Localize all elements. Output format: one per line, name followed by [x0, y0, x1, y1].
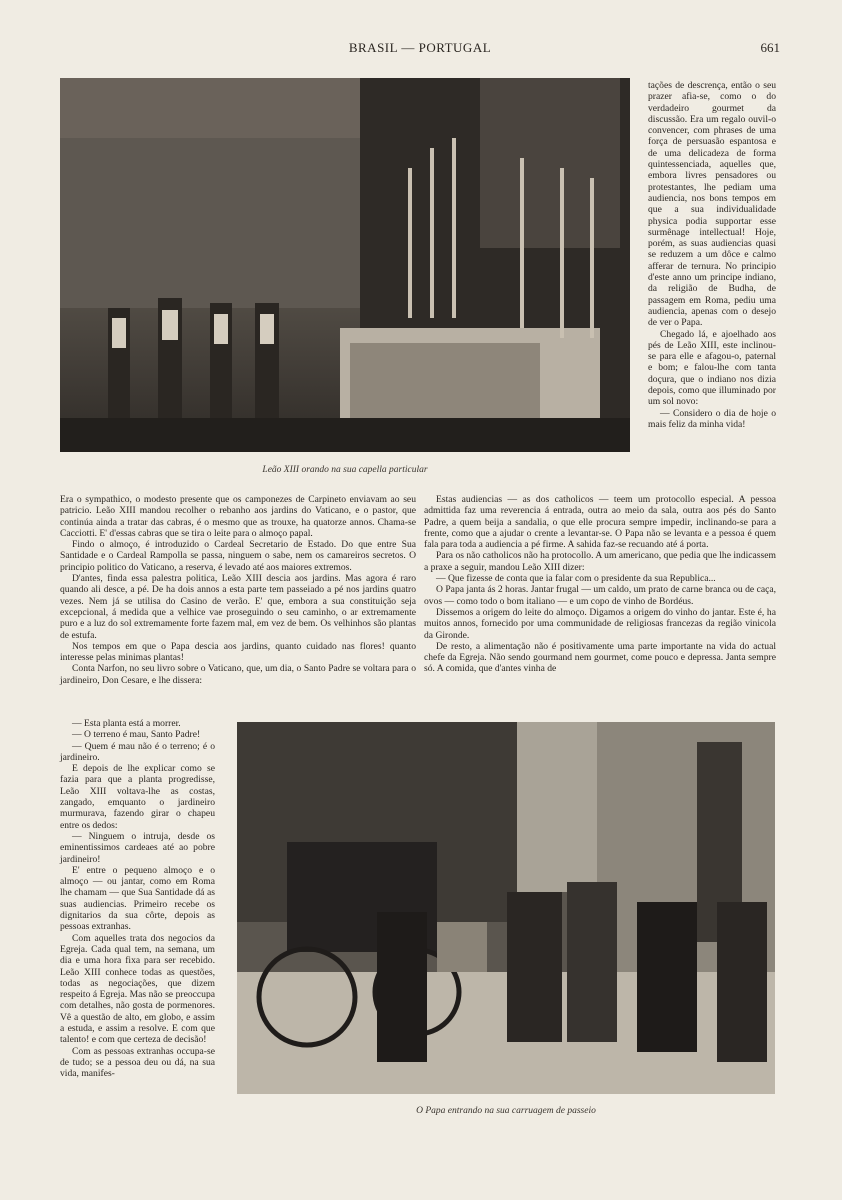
paragraph: Estas audiencias — as dos catholicos — teem um protocollo especial. A pessoa admittida faz uma reverencia á entrada, outra ao meio da sala, outra aos pés do Santo Padre, a quem beija a sandalia, o que elle procura sempre impedir, inclinando-se para a frente, como que a ajudar o crente a levantar-se. O Papa não se levanta e a pessoa é quem fala para toda a audiencia a pé firme. A sahida faz-se recuando até á porta.: [424, 494, 776, 551]
paragraph: Nos tempos em que o Papa descia aos jardins, quanto cuidado nas flores! quanto interesse pelas minimas plantas!: [60, 640, 416, 664]
paragraph: tações de descrença, então o seu prazer afia-se, como o do verdadeiro gourmet da discussão. Era um regalo ouvil-o convencer, com phrases de uma força de persuasão espantosa e de uma delicadeza de forma quintessenciada, aquelles que, embora livres pensadores ou protestantes, lhe pediam uma audiencia, nos bons tempos em que a sua individualidade physica podia supportar esse surmênage intellectual! Hoje, porém, as suas audiencias quasi se reduzem a um dôce e calmo afferar de ternura. No principio d'este anno um principe indiano, da religião de Budha, de passagem em Roma, pediu uma audiencia, apenas com o desejo de ver o Papa.: [648, 80, 776, 329]
paragraph: — Esta planta está a morrer.: [72, 718, 181, 729]
paragraph: — Considero o dia de hoje o mais feliz da minha vida!: [648, 407, 776, 430]
chapel-photo: [60, 78, 630, 452]
paragraph: — Que fizesse de conta que ia falar com o presidente da sua Republica...: [436, 573, 716, 585]
paragraph: Com as pessoas extranhas occupa-se de tudo; se a pessoa deu ou dá, na sua vida, manifes-: [60, 1045, 215, 1080]
running-title: BRASIL — PORTUGAL: [348, 40, 492, 55]
paragraph: Findo o almoço, é introduzido o Cardeal Secretario de Estado. Do que entre Sua Santidade e o Cardeal Rampolla se passa, ninguem o sabe, nem os camareiros secretos. O principio politico do Vaticano, a reserva, é levado até aos maiores extremos.: [60, 539, 416, 573]
paragraph: Para os não catholicos não ha protocollo. A um americano, que pedia que lhe indicassem a praxe a seguir, mandou Leão XIII dizer:: [424, 550, 776, 573]
paragraph: Com aquelles trata dos negocios da Egreja. Cada qual tem, na semana, um dia e uma hora fixa para ser recebido. Leão XIII conhece todas as questões, todas as negociações, que dizem respeito á Egreja. Mas não se preoccupa com detalhes, não gosta de pormenores. Vê a questão de alto, em globo, e assim a estuda, e assim a resolve. E com que talento! e com que certeza de decisão!: [60, 932, 215, 1046]
paragraph: Chegado lá, e ajoelhado aos pés de Leão XIII, este inclinou-se para elle e afagou-o, paternal e bom; e falou-lhe com tanta doçura, que o indiano nos dizia depois, como que illuminado por um sol novo:: [648, 328, 776, 408]
paragraph: Dissemos a origem do leite do almoço. Digamos a origem do vinho do jantar. Este é, ha muitos annos, fornecido por uma communidade de religiosas francezas da região vinicola da Gironde.: [424, 606, 776, 641]
carriage-photo: [237, 722, 775, 1094]
paragraph: — O terreno é mau, Santo Padre!: [72, 729, 201, 741]
paragraph: — Ninguem o intruja, desde os eminentissimos cardeaes até ao pobre jardineiro!: [60, 830, 215, 865]
paragraph: Era o sympathico, o modesto presente que os camponezes de Carpineto enviavam ao seu patricio. Leão XIII mandou recolher o rebanho aos jardins do Vaticano, e o pastor, que continúa ainda a tratar das cabras, é o mesmo que as trouxe, ha quatorze annos. Chama-se Cacciotti. E' d'essas cabras que se tira o leite para o almoço papal.: [60, 494, 416, 539]
left-column: [60, 494, 416, 686]
paragraph: O Papa janta ás 2 horas. Jantar frugal — um caldo, um prato de carne branca ou de caça, ovos — como todo o bom italiano — e um copo de vinho de Bordéus.: [424, 584, 776, 607]
right-column: [424, 494, 776, 675]
paragraph: Conta Narfon, no seu livro sobre o Vaticano, que, um dia, o Santo Padre se voltara para o jardineiro, Don Cesare, e lhe dissera:: [60, 663, 416, 686]
photo-carriage-icon: [237, 722, 775, 1094]
page-header: [60, 40, 780, 60]
paragraph: E' entre o pequeno almoço e o almoço — ou jantar, como em Roma lhe chamam — que Sua Santidade dá as suas audiencias. Primeiro recebe os dignitarios da sua côrte, depois as pessoas extranhas.: [60, 864, 215, 933]
left-narrow-column: [60, 718, 215, 1080]
right-top-column: [648, 80, 776, 430]
paragraph: — Quem é mau não é o terreno; é o jardineiro.: [60, 740, 215, 763]
paragraph: De resto, a alimentação não é positivamente uma parte importante na vida do actual chefe da Egreja. Não sendo gourmand nem gourmet, come pouco e depressa. Janta sempre só. A comida, que d'antes vinha de: [424, 640, 776, 675]
chapel-photo-caption: Leão XIII orando na sua capella particular: [262, 465, 428, 475]
paragraph: E depois de lhe explicar como se fazia para que a planta progredisse, Leão XIII voltava-lhe as costas, zangado, emquanto o jardineiro murmurava, fazendo girar o chapeu entre os dedos:: [60, 763, 215, 831]
carriage-photo-caption: O Papa entrando na sua carruagem de passeio: [416, 1106, 596, 1116]
page-number: 661: [760, 40, 780, 55]
paragraph: D'antes, finda essa palestra politica, Leão XIII descia aos jardins. Mas agora é raro quando ali desce, a pé. De ha dois annos a esta parte tem passeiado a pé nos jardins quatro vezes. Nem já se utilisa do Casino de verão. E' que, embora a sua constituição seja excepcional, á medida que a velhice vae proseguindo o seu caminho, o ar extremamente puro e a luz do sol extremamente forte fazem mal, em vez de bem. Os velhinhos são plantas de estufa.: [60, 573, 416, 641]
photo-chapel-icon: [60, 78, 630, 452]
